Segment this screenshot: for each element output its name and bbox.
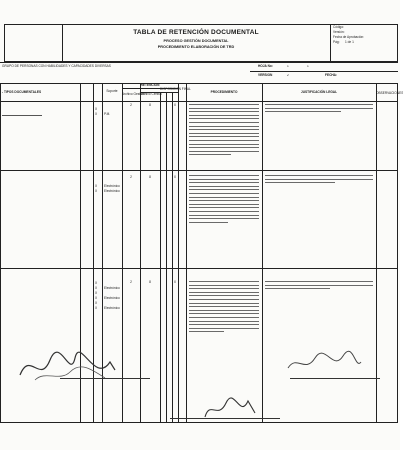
- archive-central-header: Archivo Central: [140, 92, 162, 96]
- signature-left: [15, 340, 125, 390]
- series-header: - TIPOS DOCUMENTALES: [2, 90, 42, 94]
- support-mark: X: [95, 184, 98, 188]
- version-meta-value: 2: [287, 74, 289, 77]
- page-value: 1 de 1: [345, 40, 354, 44]
- procedure-header: PROCEDIMIENTO: [210, 90, 238, 94]
- sheet-of: 1: [307, 65, 309, 68]
- procedure-name: PROCEDIMIENTO ELABORACIÓN DE TRD: [157, 45, 235, 49]
- support-mark: X: [95, 286, 98, 290]
- support-mark: X: [95, 107, 98, 111]
- procedure-text: [189, 175, 259, 225]
- support-value: Electrónico: [104, 184, 120, 188]
- support-value: Electrónico: [104, 306, 120, 310]
- page-label: Pág:: [333, 40, 340, 44]
- retention-header: RETENCION: [140, 83, 160, 87]
- approval-label: Fecha de Aprobación:: [333, 35, 365, 39]
- process-name: PROCESO GESTIÓN DOCUMENTAL: [163, 39, 229, 43]
- archive-mgmt-value: 2: [130, 280, 132, 284]
- support-mark: X: [95, 189, 98, 193]
- document-title: TABLA DE RETENCIÓN DOCUMENTAL: [133, 29, 259, 36]
- disposition-mark: X: [173, 175, 177, 179]
- version-label: Versión:: [333, 30, 345, 34]
- signature-right: [285, 348, 365, 378]
- support-value: P.M.: [104, 112, 111, 116]
- archive-mgmt-value: 2: [130, 175, 132, 179]
- support-mark: X: [95, 296, 98, 300]
- sheet-value: 1: [287, 65, 289, 68]
- archive-central-value: 8: [149, 175, 151, 179]
- support-mark: X: [95, 301, 98, 305]
- support-header: Soporte: [106, 89, 118, 93]
- archive-central-value: 8: [149, 280, 151, 284]
- legal-text: [265, 281, 373, 292]
- disposition-mark: X: [173, 280, 177, 284]
- legal-text: [265, 175, 373, 186]
- disposition-header: DISPOSICION FINAL: [160, 87, 191, 91]
- archive-mgmt-header: Archivo Gestión: [122, 92, 145, 96]
- support-value: Electrónico: [104, 286, 120, 290]
- legal-text: [265, 104, 373, 115]
- version-meta-label: VERSION: [258, 73, 273, 77]
- disposition-mark: X: [173, 103, 177, 107]
- archive-mgmt-value: 2: [130, 103, 132, 107]
- archive-central-value: 8: [149, 103, 151, 107]
- support-mark: X: [95, 281, 98, 285]
- code-label: Código:: [333, 25, 344, 29]
- legal-header: JUSTIFICACIÓN LEGAL: [300, 90, 338, 94]
- office-name: GRUPO DE PERSONAS CON HABILIDADES Y CAPACIDADES DIVERSAS: [2, 64, 111, 68]
- support-mark: X: [95, 291, 98, 295]
- observations-header: OBSERVACIONES: [376, 91, 403, 95]
- support-mark: X: [95, 112, 98, 116]
- procedure-text: [189, 281, 259, 335]
- date-label: FECHA:: [325, 73, 338, 77]
- support-value: Electrónico: [104, 189, 120, 193]
- support-value: Electrónico: [104, 296, 120, 300]
- signature-center: [200, 395, 260, 425]
- procedure-text: [189, 104, 259, 158]
- sheet-label: HOJA No:: [258, 64, 273, 68]
- support-mark: X: [95, 306, 98, 310]
